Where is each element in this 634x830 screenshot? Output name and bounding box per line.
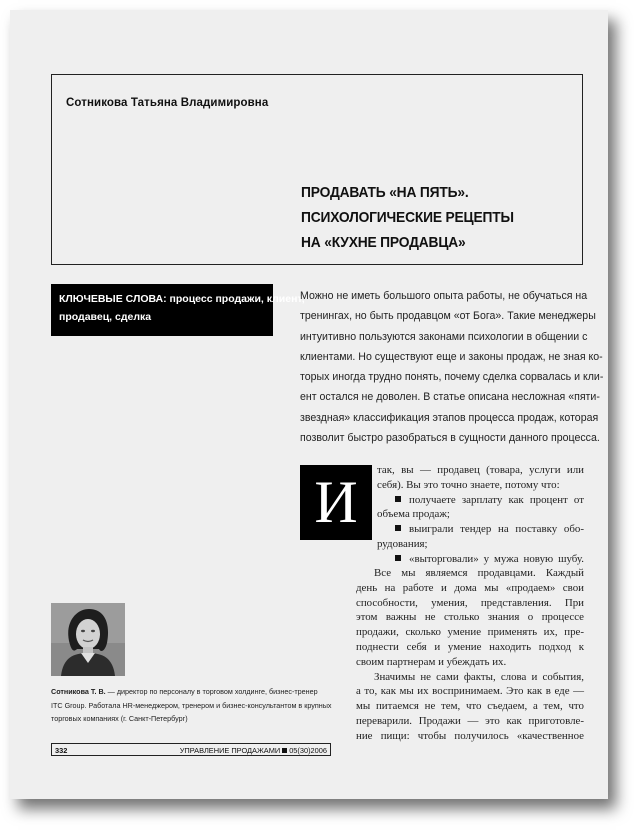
abstract-line: интуитивно пользуются законами психологии в общении с [300,330,588,343]
article-title [301,180,514,255]
abstract-line: Можно не иметь большого опыта работы, не обучаться на [300,290,588,302]
body-line: способности, умения, представления. При [356,596,584,609]
keywords-text-2: продавец, сделка [59,311,152,323]
bullet-continuation: объема продаж; [377,508,450,521]
body-text [356,566,584,744]
body-line: переварили. Продажи — это как приготовле- [356,714,584,727]
body-line: ние пищи: чтобы получилось «качественное [356,729,584,742]
body-line: своим партнерам и убеждать их. [356,655,507,668]
caption-line: ITC Group. Работала HR-менеджером, тренером и бизнес-консультантом в крупных [51,700,332,710]
author-name: Сотникова Татьяна Владимировна [66,97,269,109]
abstract-line: позволит быстро разобраться в сущности данного процесса. [300,432,600,445]
bullet-square-icon [395,496,401,502]
caption-line: торговых компаниях (г. Санкт-Петербург) [51,714,188,723]
body-line: продажи, сколько умение применять их, пре- [356,626,584,639]
keywords-text-1: процесс продажи, клиент, [169,293,305,305]
author-photo [51,603,125,676]
body-line: мы питаемся не тем, что съедаем, а тем, что [356,700,584,713]
author-portrait-image [51,603,125,676]
intro-line: так, вы — продавец (товара, услуги или [377,464,584,476]
body-line: этом важны не столько знания о процессе [356,611,584,624]
body-line: день на работе и дома мы «продаем» свои [356,581,584,594]
intro-line: себя). Вы это точно знаете, потому что: [377,478,560,491]
abstract-line: тренингах, но быть продавцом «от Бога». Такие менеджеры [300,310,596,323]
page-footer [51,743,331,756]
body-line: Значимы не сами факты, слова и события, [374,670,584,683]
title-line-2: ПСИХОЛОГИЧЕСКИЕ РЕЦЕПТЫ [301,209,514,226]
bullet-item: «выторговали» у мужа новую шубу. [377,552,584,567]
bullet-item: выиграли тендер на поставку обо- [377,522,584,537]
bullet-square-icon [395,555,401,561]
bullet-continuation: рудования; [377,537,428,550]
abstract-line: звездная» классификация этапов процесса продаж, которая [300,411,599,424]
body-line: Все мы являемся продавцами. Каждый [374,567,584,579]
article-abstract [300,286,604,448]
page-number: 332 [55,746,68,755]
body-line: поднести себя и умение находить подход к [356,640,584,653]
journal-info [180,744,327,757]
caption-line: — директор по персоналу в торговом холдинге, бизнес-тренер [105,687,318,696]
keywords-label: КЛЮЧЕВЫЕ СЛОВА: [59,293,167,305]
abstract-line: клиентами. Но существуют еще и законы продаж, не зная ко- [300,350,603,363]
header-frame-rule [51,264,582,265]
body-line: а то, как мы их воспринимаем. Это как в еде — [356,685,584,698]
intro-text [377,463,584,567]
journal-name: УПРАВЛЕНИЕ ПРОДАЖАМИ [179,746,281,755]
square-separator-icon [282,748,287,753]
keywords-box [51,284,305,336]
abstract-line: ент остался не доволен. В статье описана несложная «пяти- [300,391,600,404]
caption-name: Сотникова Т. В. [51,687,106,696]
bullet-square-icon [395,525,401,531]
title-line-1: ПРОДАВАТЬ «НА ПЯТЬ». [301,184,469,201]
title-line-3: НА «КУХНЕ ПРОДАВЦА» [301,234,466,251]
bullet-item: получаете зарплату как процент от [377,493,584,508]
author-caption [51,685,331,726]
drop-cap: И [300,465,372,540]
abstract-line: торых иногда трудно понять, почему сделка сорвалась и кли- [300,371,604,384]
journal-issue: 05(30)2006 [289,746,327,755]
